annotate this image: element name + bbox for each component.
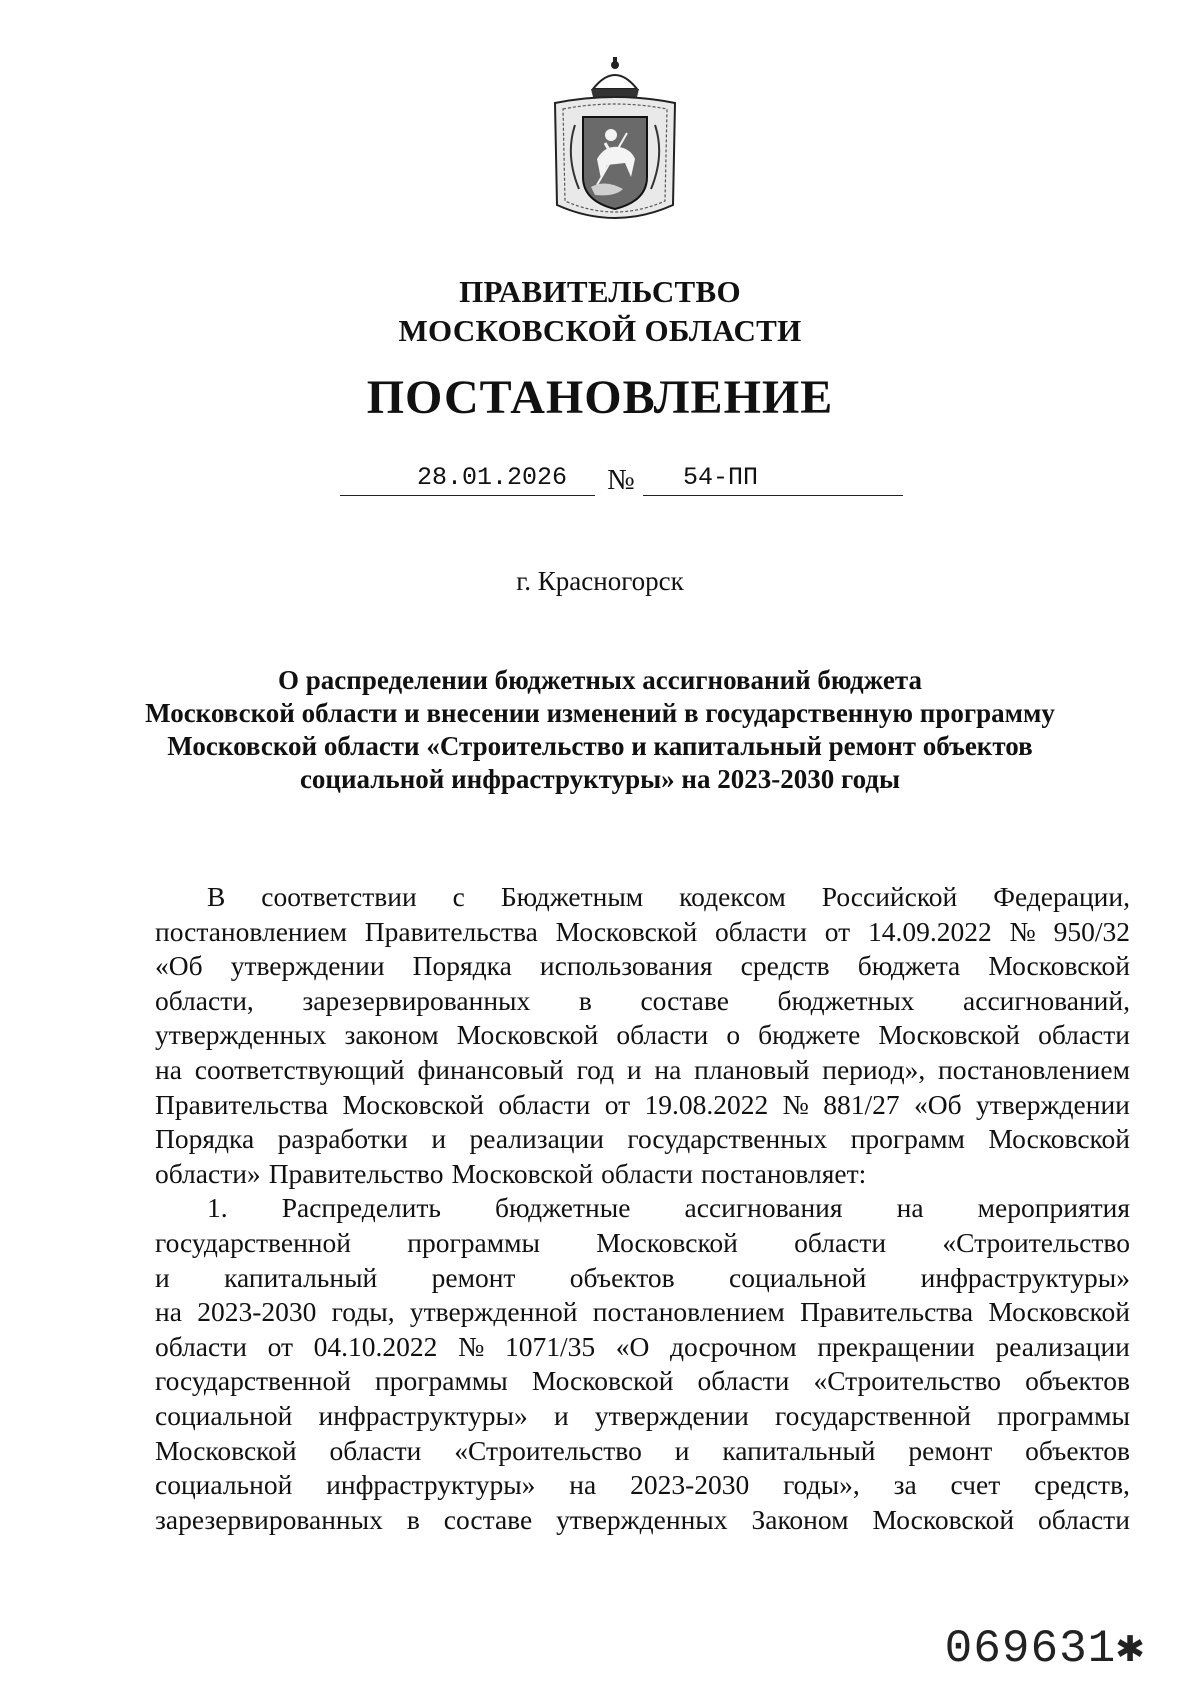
body-line bbox=[155, 1503, 1130, 1538]
body-line bbox=[155, 880, 1130, 915]
body-word: соответствующий bbox=[194, 1053, 405, 1085]
body-line bbox=[155, 1018, 1130, 1053]
body-word: и bbox=[674, 1434, 690, 1466]
body-word: бюджетные bbox=[495, 1192, 631, 1224]
body-word: бюджетных bbox=[777, 984, 915, 1016]
body-line bbox=[155, 1330, 1130, 1365]
body-line bbox=[155, 1191, 1130, 1226]
document-type: ПОСТАНОВЛЕНИЕ bbox=[366, 371, 834, 424]
body-word: «Об bbox=[914, 1088, 962, 1120]
body-word: утверждении bbox=[976, 1088, 1130, 1120]
body-word: постановляет: bbox=[701, 1157, 867, 1189]
body-word: утверждении bbox=[230, 950, 385, 982]
body-word: постановлением bbox=[592, 1296, 785, 1328]
document-subject bbox=[140, 664, 1060, 796]
document-number: 54-ПП bbox=[643, 460, 903, 496]
body-word: капитальный bbox=[224, 1261, 378, 1293]
body-word: 2023-2030 bbox=[630, 1469, 750, 1501]
body-word: на bbox=[896, 1192, 924, 1224]
body-line bbox=[155, 1122, 1130, 1157]
document-date: 28.01.2026 bbox=[340, 460, 595, 496]
body-word: 1071/35 bbox=[504, 1330, 596, 1362]
body-word: в bbox=[406, 1503, 420, 1535]
body-word: утвержденных bbox=[155, 1019, 327, 1051]
body-line bbox=[155, 1399, 1130, 1434]
body-word: «Строительство bbox=[942, 1226, 1130, 1258]
body-word: средств, bbox=[1034, 1469, 1130, 1501]
body-word: государственных bbox=[627, 1123, 828, 1155]
body-word: бюджете bbox=[758, 1019, 861, 1051]
body-word: Правительства bbox=[800, 1296, 974, 1328]
body-word: постановлением bbox=[155, 915, 347, 947]
body-line bbox=[155, 1364, 1130, 1399]
body-word: объектов bbox=[1025, 1365, 1130, 1397]
body-word: на bbox=[155, 1296, 182, 1328]
body-word: средств bbox=[740, 950, 830, 982]
body-word: годы», bbox=[783, 1469, 860, 1501]
body-word: Правительства bbox=[364, 915, 538, 947]
body-word: период», bbox=[822, 1053, 926, 1085]
subject-line: социальной инфраструктуры» на 2023-2030 годы bbox=[299, 764, 901, 794]
body-word: ассигнований, bbox=[963, 984, 1130, 1016]
serial-number: 069631 bbox=[944, 1623, 1117, 1675]
body-word: бюджета bbox=[857, 950, 961, 982]
body-word: Порядка bbox=[412, 950, 512, 982]
body-word: программ bbox=[850, 1123, 965, 1155]
body-line bbox=[155, 1088, 1130, 1123]
body-word: «О bbox=[615, 1330, 650, 1362]
body-line bbox=[155, 1434, 1130, 1469]
body-word: Бюджетным bbox=[500, 881, 644, 912]
body-word: в bbox=[578, 984, 592, 1016]
body-word: Распределить bbox=[281, 1192, 441, 1224]
body-word: области bbox=[794, 1226, 887, 1258]
subject-line: О распределении бюджетных ассигнований бюджета bbox=[278, 665, 922, 695]
body-word: области bbox=[498, 1088, 591, 1120]
body-word: счет bbox=[950, 1469, 1001, 1501]
asterisk-mark-icon: ✱ bbox=[1116, 1623, 1145, 1675]
body-word: Московской bbox=[596, 1226, 738, 1258]
subject-line: Московской области и внесении изменений в государственную программу bbox=[145, 698, 1055, 728]
body-word: Московской bbox=[451, 1157, 594, 1189]
body-word: прекращении bbox=[817, 1330, 975, 1362]
body-line bbox=[155, 1468, 1130, 1503]
body-word: и bbox=[554, 1399, 569, 1431]
body-word: 04.10.2022 bbox=[313, 1330, 438, 1362]
body-word: инфраструктуры» bbox=[920, 1261, 1130, 1293]
body-word: и bbox=[431, 1123, 447, 1155]
body-word: области bbox=[1038, 1019, 1130, 1051]
body-word: утвержденных bbox=[556, 1503, 728, 1535]
body-word: области bbox=[697, 1365, 790, 1397]
body-word: Московской bbox=[555, 915, 698, 947]
body-word: на bbox=[155, 1053, 182, 1085]
body-word: и bbox=[155, 1261, 170, 1293]
body-word: на bbox=[654, 1053, 682, 1085]
body-word: Московской bbox=[456, 1019, 599, 1051]
body-word: № bbox=[458, 1330, 485, 1362]
body-word: государственной bbox=[155, 1226, 351, 1258]
body-word: кодексом bbox=[679, 881, 786, 912]
body-line bbox=[155, 915, 1130, 950]
body-word: области bbox=[1037, 1503, 1130, 1535]
body-word: 1. bbox=[207, 1192, 228, 1224]
body-word: программы bbox=[407, 1226, 541, 1258]
body-word: зарезервированных bbox=[155, 1503, 383, 1535]
body-word: Правительство bbox=[268, 1157, 444, 1189]
document-body bbox=[155, 880, 1130, 1537]
number-sign: № bbox=[607, 464, 635, 496]
subject-line: Московской области «Строительство и капитальный ремонт объектов bbox=[167, 731, 1033, 761]
body-word: Федерации, bbox=[993, 881, 1130, 912]
body-word: инфраструктуры» bbox=[326, 1469, 536, 1501]
body-word: Законом bbox=[751, 1503, 849, 1535]
body-word: Московской bbox=[872, 1503, 1015, 1535]
body-word: соответствии bbox=[261, 881, 417, 912]
body-word: объектов bbox=[569, 1261, 675, 1293]
body-word: зарезервированных bbox=[302, 984, 531, 1016]
serial-number-stamp bbox=[945, 1618, 1145, 1675]
body-word: утверждении bbox=[594, 1399, 749, 1431]
body-word: о bbox=[726, 1019, 741, 1051]
body-word: области bbox=[155, 1330, 247, 1362]
body-word: постановлением bbox=[938, 1053, 1130, 1085]
body-word: год bbox=[576, 1053, 615, 1085]
body-word: Порядка bbox=[155, 1123, 255, 1155]
body-word: ремонт bbox=[908, 1434, 993, 1466]
body-line bbox=[155, 1226, 1130, 1261]
body-word: области» bbox=[155, 1157, 261, 1189]
body-word: 14.09.2022 bbox=[867, 915, 992, 947]
body-word: разработки bbox=[277, 1123, 408, 1155]
organization-name-line2: МОСКОВСКОЙ ОБЛАСТИ bbox=[398, 313, 802, 348]
body-word: Московской bbox=[988, 1296, 1130, 1328]
body-word: с bbox=[452, 881, 465, 912]
body-word: области bbox=[329, 1434, 422, 1466]
body-word: плановый bbox=[694, 1053, 810, 1085]
body-line bbox=[155, 984, 1130, 1019]
body-word: мероприятия bbox=[977, 1192, 1130, 1224]
body-word: Московской bbox=[988, 1123, 1130, 1155]
body-word: 2023-2030 bbox=[197, 1296, 317, 1328]
body-word: государственной bbox=[775, 1399, 972, 1431]
body-word: составе bbox=[640, 984, 729, 1016]
body-word: государственной bbox=[155, 1365, 351, 1397]
body-word: программы bbox=[375, 1365, 508, 1397]
city: г. Красногорск bbox=[516, 566, 684, 596]
body-word: области, bbox=[155, 984, 254, 1016]
body-word: Российской bbox=[821, 881, 958, 912]
body-word: за bbox=[893, 1469, 917, 1501]
body-word: утвержденной bbox=[409, 1296, 578, 1328]
body-word: «Строительство bbox=[454, 1434, 642, 1466]
body-word: 19.08.2022 bbox=[644, 1088, 769, 1120]
body-word: программы bbox=[997, 1399, 1130, 1431]
body-word: 881/27 bbox=[823, 1088, 900, 1120]
body-word: на bbox=[569, 1469, 597, 1501]
body-word: досрочном bbox=[670, 1330, 797, 1362]
body-word: использования bbox=[539, 950, 713, 982]
body-word: ассигнования bbox=[684, 1192, 843, 1224]
body-word: социальной bbox=[155, 1399, 293, 1431]
body-word: Московской bbox=[531, 1365, 674, 1397]
coat-of-arms-icon bbox=[545, 55, 685, 230]
body-word: инфраструктуры» bbox=[318, 1399, 528, 1431]
body-word: финансовый bbox=[417, 1053, 564, 1085]
body-word: капитальный bbox=[722, 1434, 876, 1466]
body-line bbox=[155, 1157, 1130, 1192]
body-word: от bbox=[824, 915, 851, 947]
body-word: № bbox=[1009, 915, 1036, 947]
body-word: Московской bbox=[988, 950, 1130, 982]
body-word: законом bbox=[344, 1019, 439, 1051]
body-line bbox=[155, 1053, 1130, 1088]
body-word: № bbox=[782, 1088, 809, 1120]
body-word: Московской bbox=[878, 1019, 1020, 1051]
body-word: области bbox=[715, 915, 807, 947]
body-word: составе bbox=[443, 1503, 533, 1535]
body-word: реализации bbox=[995, 1330, 1130, 1362]
body-line bbox=[155, 949, 1130, 984]
body-word: от bbox=[267, 1330, 293, 1362]
body-line bbox=[155, 1295, 1130, 1330]
body-word: области bbox=[601, 1157, 693, 1189]
body-word: ремонт bbox=[431, 1261, 516, 1293]
body-word: годы, bbox=[331, 1296, 395, 1328]
body-word: и bbox=[626, 1053, 642, 1085]
organization-name-line1: ПРАВИТЕЛЬСТВО bbox=[459, 274, 741, 309]
body-word: социальной bbox=[155, 1469, 293, 1501]
body-word: социальной bbox=[729, 1261, 867, 1293]
body-word: В bbox=[207, 881, 226, 912]
body-word: от bbox=[604, 1088, 631, 1120]
body-word: Правительства bbox=[155, 1088, 329, 1120]
body-word: реализации bbox=[469, 1123, 604, 1155]
body-word: области bbox=[616, 1019, 709, 1051]
body-word: «Строительство bbox=[813, 1365, 1002, 1397]
body-word: объектов bbox=[1025, 1434, 1130, 1466]
body-word: Московской bbox=[342, 1088, 485, 1120]
body-word: Московской bbox=[155, 1434, 297, 1466]
body-word: 950/32 bbox=[1053, 915, 1130, 947]
body-line bbox=[155, 1261, 1130, 1296]
body-word: «Об bbox=[155, 950, 203, 982]
